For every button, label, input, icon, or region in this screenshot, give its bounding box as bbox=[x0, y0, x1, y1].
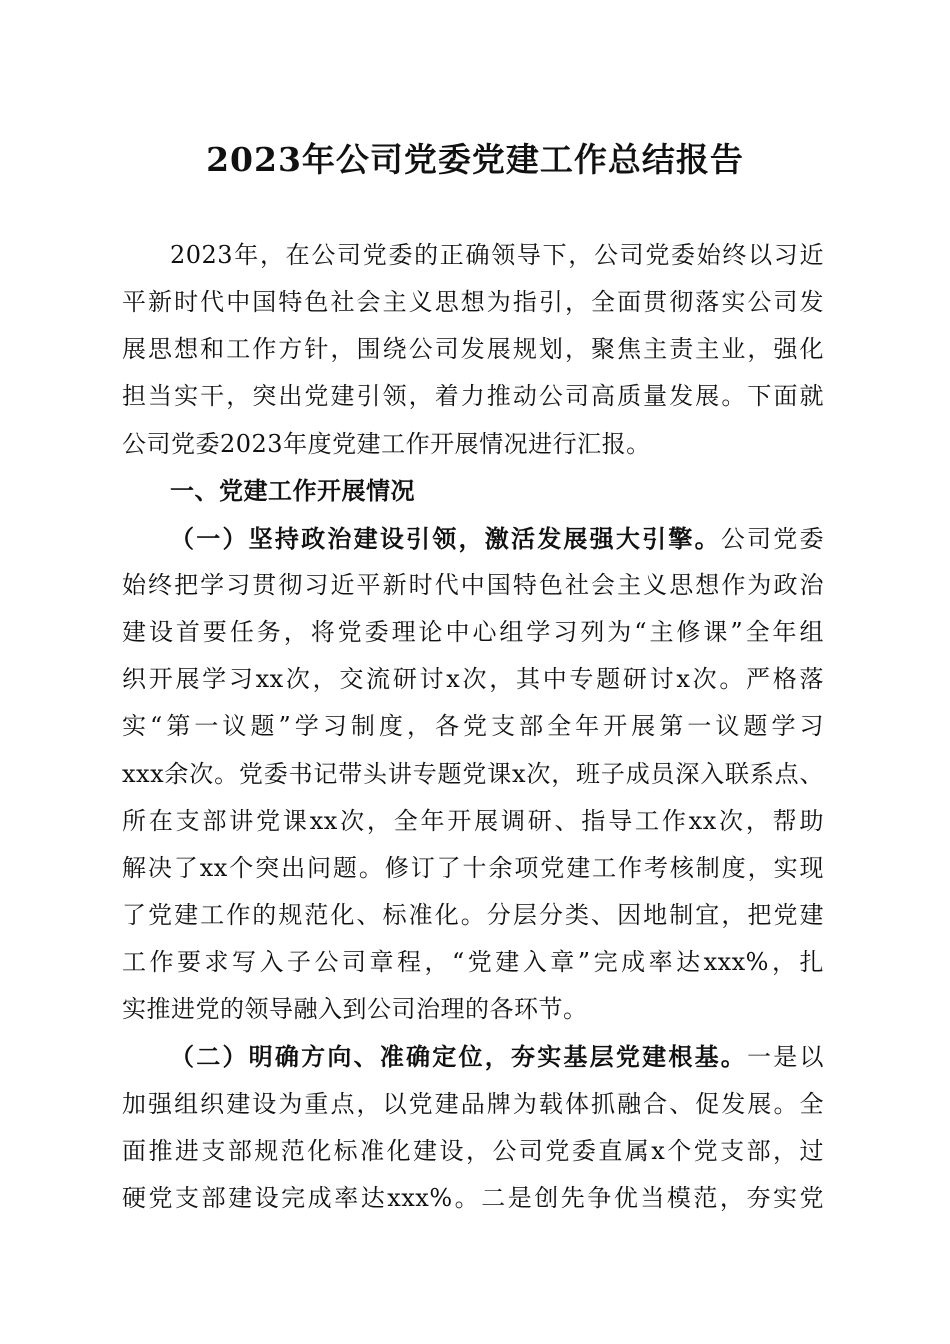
paragraph-line: 织开展学习xx次，交流研讨x次，其中专题研讨x次。严格落 bbox=[122, 665, 824, 694]
paragraph-line: 工作要求写入子公司章程，“党建入章”完成率达xxx%，扎 bbox=[122, 948, 824, 977]
item-title: （一）坚持政治建设引领，激活发展强大引擎。 bbox=[170, 523, 721, 553]
paragraph-line: 实推进党的领导融入到公司治理的各环节。 bbox=[122, 995, 588, 1024]
item-text: 公司党委 bbox=[720, 524, 824, 553]
section-heading: 一、党建工作开展情况 bbox=[170, 476, 415, 505]
item-title: （二）明确方向、准确定位，夯实基层党建根基。 bbox=[170, 1042, 748, 1072]
paragraph-line: 硬党支部建设完成率达xxx%。二是创先争优当模范，夯实党 bbox=[122, 1183, 824, 1212]
document-body bbox=[122, 232, 824, 1222]
paragraph-line: 始终把学习贯彻习近平新时代中国特色社会主义思想作为政治 bbox=[122, 570, 824, 599]
paragraph-line: 了党建工作的规范化、标准化。分层分类、因地制宜，把党建 bbox=[122, 900, 824, 929]
item-text: 一是以 bbox=[747, 1043, 825, 1072]
item-first-line bbox=[122, 515, 824, 562]
intro-line: 展思想和工作方针，围绕公司发展规划，聚焦主责主业，强化 bbox=[122, 335, 824, 364]
paragraph-line: 实“第一议题”学习制度，各党支部全年开展第一议题学习 bbox=[122, 712, 824, 741]
item-first-line bbox=[122, 1033, 824, 1080]
intro-line: 2023年，在公司党委的正确领导下，公司党委始终以习近 bbox=[170, 241, 824, 269]
paragraph-line: 加强组织建设为重点，以党建品牌为载体抓融合、促发展。全 bbox=[122, 1089, 824, 1118]
document-title: 2023年公司党委党建工作总结报告 bbox=[206, 140, 744, 179]
intro-line: 担当实干，突出党建引领，着力推动公司高质量发展。下面就 bbox=[122, 382, 824, 411]
paragraph-line: 建设首要任务，将党委理论中心组学习列为“主修课”全年组 bbox=[122, 618, 824, 647]
paragraph-line: 面推进支部规范化标准化建设，公司党委直属x个党支部，过 bbox=[122, 1136, 824, 1165]
paragraph-line: 所在支部讲党课xx次，全年开展调研、指导工作xx次，帮助 bbox=[122, 806, 824, 835]
paragraph-line: 解决了xx个突出问题。修订了十余项党建工作考核制度，实现 bbox=[122, 853, 824, 882]
intro-line: 平新时代中国特色社会主义思想为指引，全面贯彻落实公司发 bbox=[122, 288, 824, 317]
paragraph-line: xxx余次。党委书记带头讲专题党课x次，班子成员深入联系点、 bbox=[122, 759, 824, 788]
intro-line: 公司党委2023年度党建工作开展情况进行汇报。 bbox=[122, 429, 651, 458]
